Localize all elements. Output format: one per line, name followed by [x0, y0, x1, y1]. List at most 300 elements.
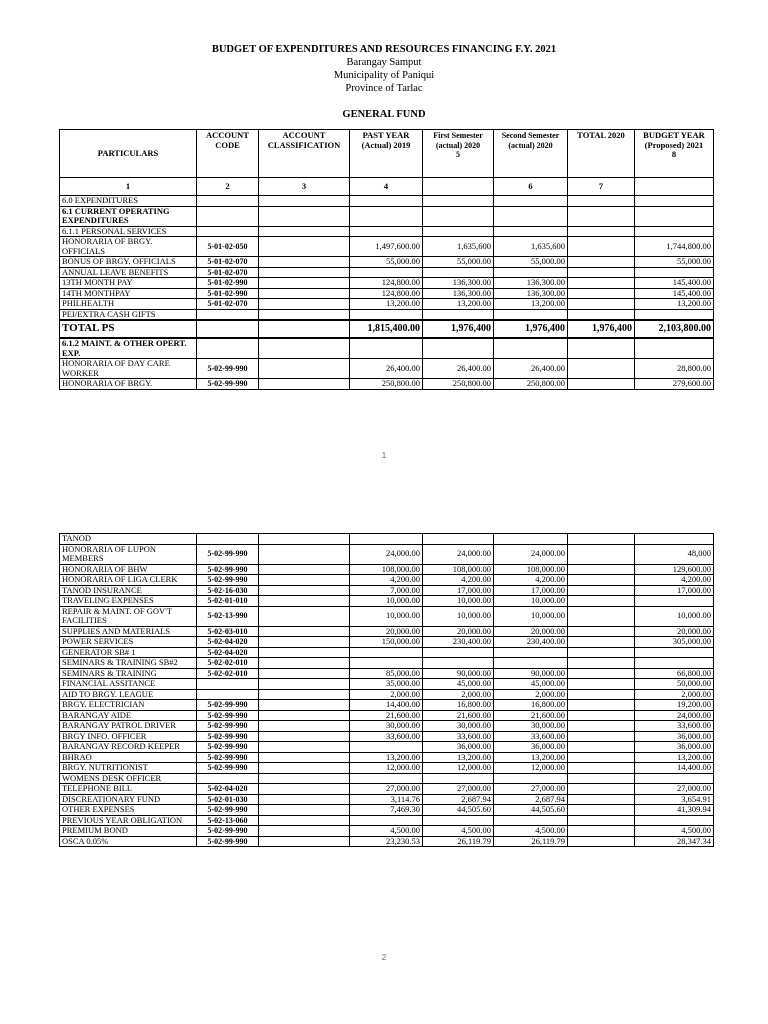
budget-year-cell: 48,000 [635, 544, 714, 564]
total-2020-cell [568, 226, 635, 237]
document-page-2 [0, 495, 768, 1024]
past-year-cell: 27,000.00 [350, 784, 423, 795]
second-semester-cell: 4,200.00 [494, 575, 568, 586]
document-header [0, 43, 768, 121]
province-name: Province of Tarlac [345, 83, 423, 94]
budget-year-cell [635, 196, 714, 207]
table-row [60, 637, 714, 648]
total-2020-cell [568, 679, 635, 690]
first-semester-cell: 55,000.00 [423, 257, 494, 268]
account-code-cell: 5-02-03-010 [197, 626, 259, 637]
first-semester-cell: 136,300.00 [423, 288, 494, 299]
column-header-row [60, 130, 714, 178]
table-row [60, 379, 714, 390]
second-semester-cell: 24,000.00 [494, 544, 568, 564]
account-code-cell: 5-02-02-010 [197, 658, 259, 669]
particulars-cell: BRGY. NUTRITIONIST [60, 763, 197, 774]
first-semester-cell: 33,600.00 [423, 731, 494, 742]
past-year-cell [350, 196, 423, 207]
account-classification-cell [259, 784, 350, 795]
budget-year-cell: 28,800.00 [635, 359, 714, 379]
total-2020-cell: 1,976,400 [568, 321, 635, 338]
particulars-cell: BRGY INFO. OFFICER [60, 731, 197, 742]
account-classification-cell [259, 647, 350, 658]
account-classification-cell [259, 237, 350, 257]
account-classification-cell [259, 257, 350, 268]
second-semester-cell [494, 647, 568, 658]
second-semester-cell [494, 815, 568, 826]
table-row [60, 710, 714, 721]
barangay-name: Barangay Samput [346, 57, 422, 68]
second-semester-cell: 20,000.00 [494, 626, 568, 637]
total-2020-cell [568, 267, 635, 278]
table-row [60, 826, 714, 837]
table-row [60, 784, 714, 795]
table-row [60, 288, 714, 299]
table-row [60, 309, 714, 320]
table-row [60, 196, 714, 207]
table-row [60, 658, 714, 669]
budget-year-cell: 145,400.00 [635, 278, 714, 289]
particulars-cell: DISCREATIONARY FUND [60, 794, 197, 805]
table-row [60, 339, 714, 359]
account-classification-cell [259, 815, 350, 826]
account-classification-cell [259, 564, 350, 575]
first-semester-cell: 24,000.00 [423, 544, 494, 564]
table-row [60, 267, 714, 278]
budget-rows-page-2 [60, 534, 714, 847]
total-2020-cell [568, 784, 635, 795]
second-semester-cell [494, 206, 568, 226]
total-2020-cell [568, 763, 635, 774]
total-2020-cell [568, 564, 635, 575]
col-number: 2 [197, 178, 259, 196]
table-row [60, 668, 714, 679]
particulars-cell: TRAVELING EXPENSES [60, 596, 197, 607]
total-2020-cell [568, 585, 635, 596]
total-2020-cell [568, 794, 635, 805]
account-code-cell: 5-01-02-070 [197, 257, 259, 268]
col-header-budget-year-number: 8 [671, 149, 677, 159]
table-row [60, 805, 714, 816]
account-classification-cell [259, 596, 350, 607]
first-semester-cell [423, 309, 494, 320]
account-code-cell [197, 226, 259, 237]
account-classification-cell [259, 339, 350, 359]
table-row [60, 689, 714, 700]
past-year-cell: 21,600.00 [350, 710, 423, 721]
account-code-cell: 5-02-02-010 [197, 668, 259, 679]
past-year-cell: 2,000.00 [350, 689, 423, 700]
first-semester-cell: 13,200.00 [423, 752, 494, 763]
total-2020-cell [568, 606, 635, 626]
particulars-cell: PHILHEALTH [60, 299, 197, 310]
col-number [423, 178, 494, 196]
past-year-cell [350, 267, 423, 278]
second-semester-cell: 26,400.00 [494, 359, 568, 379]
second-semester-cell: 1,976,400 [494, 321, 568, 338]
account-classification-cell [259, 700, 350, 711]
account-code-cell: 5-01-02-990 [197, 288, 259, 299]
account-code-cell [197, 339, 259, 359]
col-number: 4 [350, 178, 423, 196]
particulars-cell: PREMIUM BOND [60, 826, 197, 837]
particulars-cell: BHRAO [60, 752, 197, 763]
table-row [60, 721, 714, 732]
table-row [60, 700, 714, 711]
first-semester-cell: 36,000.00 [423, 742, 494, 753]
past-year-cell: 33,600.00 [350, 731, 423, 742]
first-semester-cell: 45,000.00 [423, 679, 494, 690]
second-semester-cell: 90,000.00 [494, 668, 568, 679]
first-semester-cell: 26,119.79 [423, 836, 494, 847]
second-semester-cell: 21,600.00 [494, 710, 568, 721]
col-header-total-2020: TOTAL 2020 [568, 130, 635, 178]
past-year-cell: 3,114.76 [350, 794, 423, 805]
particulars-cell: POWER SERVICES [60, 637, 197, 648]
total-2020-cell [568, 237, 635, 257]
total-2020-cell [568, 668, 635, 679]
account-classification-cell [259, 773, 350, 784]
budget-year-cell: 24,000.00 [635, 710, 714, 721]
past-year-cell: 7,469.30 [350, 805, 423, 816]
account-classification-cell [259, 585, 350, 596]
second-semester-cell: 136,300.00 [494, 278, 568, 289]
second-semester-cell: 44,505.60 [494, 805, 568, 816]
past-year-cell [350, 309, 423, 320]
first-semester-cell: 27,000.00 [423, 784, 494, 795]
second-semester-cell: 4,500.00 [494, 826, 568, 837]
first-semester-cell: 20,000.00 [423, 626, 494, 637]
account-code-cell: 5-02-04-020 [197, 784, 259, 795]
account-classification-cell [259, 359, 350, 379]
budget-year-cell [635, 773, 714, 784]
particulars-cell: BARANGAY AIDE [60, 710, 197, 721]
col-header-first-semester [423, 130, 494, 178]
past-year-cell: 23,230.53 [350, 836, 423, 847]
total-2020-cell [568, 773, 635, 784]
account-code-cell: 5-02-01-010 [197, 596, 259, 607]
account-classification-cell [259, 626, 350, 637]
account-classification-cell [259, 668, 350, 679]
past-year-cell: 150,000.00 [350, 637, 423, 648]
account-code-cell: 5-02-99-990 [197, 710, 259, 721]
particulars-cell: SEMINARS & TRAINING [60, 668, 197, 679]
account-code-cell: 5-02-99-990 [197, 826, 259, 837]
second-semester-cell: 10,000.00 [494, 606, 568, 626]
particulars-cell: BRGY. ELECTRICIAN [60, 700, 197, 711]
past-year-cell: 14,400.00 [350, 700, 423, 711]
first-semester-cell [423, 196, 494, 207]
second-semester-cell [494, 658, 568, 669]
table-row [60, 742, 714, 753]
account-code-cell: 5-02-99-990 [197, 379, 259, 390]
budget-year-cell: 2,103,800.00 [635, 321, 714, 338]
particulars-cell: ANNUAL LEAVE BENEFITS [60, 267, 197, 278]
account-classification-cell [259, 742, 350, 753]
particulars-cell: SEMINARS & TRAINING SB#2 [60, 658, 197, 669]
first-semester-cell [423, 534, 494, 545]
past-year-cell: 4,500.00 [350, 826, 423, 837]
total-2020-cell [568, 534, 635, 545]
budget-year-cell: 1,744,800.00 [635, 237, 714, 257]
page-number: 2 [381, 953, 387, 962]
total-2020-cell [568, 575, 635, 586]
account-code-cell [197, 309, 259, 320]
budget-year-cell [635, 815, 714, 826]
account-code-cell: 5-02-99-990 [197, 805, 259, 816]
total-2020-cell [568, 288, 635, 299]
budget-year-cell [635, 658, 714, 669]
total-2020-cell [568, 826, 635, 837]
table-row [60, 575, 714, 586]
first-semester-cell: 250,800.00 [423, 379, 494, 390]
second-semester-cell: 13,200.00 [494, 752, 568, 763]
particulars-cell: 14TH MONTHPAY [60, 288, 197, 299]
first-semester-cell: 10,000.00 [423, 596, 494, 607]
table-row [60, 596, 714, 607]
particulars-cell: 6.1.2 MAINT. & OTHER OPERT. EXP. [60, 339, 197, 359]
past-year-cell: 7,000.00 [350, 585, 423, 596]
table-row [60, 752, 714, 763]
first-semester-cell: 136,300.00 [423, 278, 494, 289]
page-number: 1 [381, 451, 387, 460]
particulars-cell: HONORARIA OF DAY CARE WORKER [60, 359, 197, 379]
second-semester-cell: 1,635,600 [494, 237, 568, 257]
budget-table-page-1 [59, 129, 714, 390]
total-2020-cell [568, 689, 635, 700]
past-year-cell: 124,800.00 [350, 278, 423, 289]
past-year-cell [350, 226, 423, 237]
past-year-cell: 30,000.00 [350, 721, 423, 732]
past-year-cell: 10,000.00 [350, 606, 423, 626]
total-2020-cell [568, 196, 635, 207]
particulars-cell: GENERATOR SB# 1 [60, 647, 197, 658]
total-row [60, 321, 714, 338]
second-semester-cell: 136,300.00 [494, 288, 568, 299]
total-2020-cell [568, 710, 635, 721]
account-code-cell: 5-01-02-070 [197, 299, 259, 310]
second-semester-cell [494, 196, 568, 207]
second-semester-cell [494, 226, 568, 237]
particulars-cell: TANOD [60, 534, 197, 545]
account-code-cell [197, 196, 259, 207]
account-code-cell: 5-02-13-990 [197, 606, 259, 626]
account-classification-cell [259, 309, 350, 320]
first-semester-cell: 1,635,600 [423, 237, 494, 257]
table-row [60, 278, 714, 289]
col-number: 6 [494, 178, 568, 196]
account-classification-cell [259, 763, 350, 774]
first-semester-cell: 1,976,400 [423, 321, 494, 338]
account-classification-cell [259, 689, 350, 700]
account-classification-cell [259, 299, 350, 310]
document-page-1 [0, 0, 768, 480]
account-code-cell: 5-02-99-990 [197, 752, 259, 763]
second-semester-cell: 36,000.00 [494, 742, 568, 753]
second-semester-cell [494, 309, 568, 320]
budget-year-cell: 50,000.00 [635, 679, 714, 690]
budget-rows-page-1 [60, 196, 714, 390]
particulars-cell: FINANCIAL ASSITANCE [60, 679, 197, 690]
table-row [60, 794, 714, 805]
table-row [60, 237, 714, 257]
first-semester-cell: 13,200.00 [423, 299, 494, 310]
document-title: BUDGET OF EXPENDITURES AND RESOURCES FINANCING F.Y. 2021 [211, 44, 557, 55]
second-semester-cell: 2,687.94 [494, 794, 568, 805]
account-code-cell: 5-02-99-990 [197, 763, 259, 774]
total-2020-cell [568, 647, 635, 658]
account-classification-cell [259, 710, 350, 721]
particulars-cell: 6.1.1 PERSONAL SERVICES [60, 226, 197, 237]
budget-year-cell: 13,200.00 [635, 752, 714, 763]
account-classification-cell [259, 752, 350, 763]
account-classification-cell [259, 637, 350, 648]
account-code-cell: 5-02-16-030 [197, 585, 259, 596]
budget-year-cell: 305,000.00 [635, 637, 714, 648]
account-code-cell: 5-02-01-030 [197, 794, 259, 805]
account-classification-cell [259, 267, 350, 278]
particulars-cell: HONORARIA OF BRGY. OFFICIALS [60, 237, 197, 257]
past-year-cell: 13,200.00 [350, 752, 423, 763]
budget-year-cell: 13,200.00 [635, 299, 714, 310]
budget-year-cell [635, 309, 714, 320]
second-semester-cell: 250,800.00 [494, 379, 568, 390]
account-code-cell: 5-02-04-020 [197, 637, 259, 648]
total-2020-cell [568, 805, 635, 816]
account-code-cell [197, 321, 259, 338]
budget-year-cell: 2,000.00 [635, 689, 714, 700]
account-code-cell: 5-02-99-990 [197, 544, 259, 564]
total-2020-cell [568, 721, 635, 732]
account-classification-cell [259, 226, 350, 237]
account-classification-cell [259, 534, 350, 545]
account-code-cell [197, 206, 259, 226]
budget-year-cell: 19,200.00 [635, 700, 714, 711]
budget-year-cell [635, 534, 714, 545]
total-2020-cell [568, 731, 635, 742]
account-code-cell [197, 534, 259, 545]
account-code-cell: 5-02-99-990 [197, 575, 259, 586]
account-code-cell: 5-02-99-990 [197, 721, 259, 732]
account-code-cell [197, 773, 259, 784]
past-year-cell: 108,000.00 [350, 564, 423, 575]
account-classification-cell [259, 544, 350, 564]
second-semester-cell: 55,000.00 [494, 257, 568, 268]
budget-year-cell: 33,600.00 [635, 721, 714, 732]
budget-year-cell: 28,347.34 [635, 836, 714, 847]
first-semester-cell: 2,000.00 [423, 689, 494, 700]
particulars-cell: AID TO BRGY. LEAGUE [60, 689, 197, 700]
first-semester-cell: 26,400.00 [423, 359, 494, 379]
second-semester-cell: 12,000.00 [494, 763, 568, 774]
col-number: 3 [259, 178, 350, 196]
total-2020-cell [568, 206, 635, 226]
account-classification-cell [259, 731, 350, 742]
account-classification-cell [259, 278, 350, 289]
col-header-first-semester-number: 5 [456, 150, 460, 159]
particulars-cell: HONORARIA OF LUPON MEMBERS [60, 544, 197, 564]
second-semester-cell: 45,000.00 [494, 679, 568, 690]
account-code-cell: 5-02-04-020 [197, 647, 259, 658]
total-2020-cell [568, 626, 635, 637]
table-row [60, 763, 714, 774]
particulars-cell: HONORARIA OF BRGY. [60, 379, 197, 390]
budget-year-cell: 36,000.00 [635, 742, 714, 753]
account-code-cell [197, 679, 259, 690]
total-2020-cell [568, 836, 635, 847]
col-header-account-classification: ACCOUNT CLASSIFICATION [259, 130, 350, 178]
budget-year-cell [635, 647, 714, 658]
past-year-cell: 12,000.00 [350, 763, 423, 774]
past-year-cell [350, 773, 423, 784]
account-classification-cell [259, 575, 350, 586]
first-semester-cell: 4,500.00 [423, 826, 494, 837]
table-row [60, 226, 714, 237]
account-code-cell [197, 689, 259, 700]
first-semester-cell: 17,000.00 [423, 585, 494, 596]
past-year-cell [350, 339, 423, 359]
first-semester-cell [423, 206, 494, 226]
past-year-cell: 4,200.00 [350, 575, 423, 586]
account-code-cell: 5-02-99-990 [197, 742, 259, 753]
account-classification-cell [259, 379, 350, 390]
second-semester-cell: 16,800.00 [494, 700, 568, 711]
first-semester-cell [423, 267, 494, 278]
table-row [60, 815, 714, 826]
account-classification-cell [259, 721, 350, 732]
past-year-cell: 13,200.00 [350, 299, 423, 310]
col-header-account-code: ACCOUNT CODE [197, 130, 259, 178]
budget-year-cell: 27,000.00 [635, 784, 714, 795]
particulars-cell: HONORARIA OF BHW [60, 564, 197, 575]
past-year-cell [350, 534, 423, 545]
particulars-cell: PEI/EXTRA CASH GIFTS [60, 309, 197, 320]
budget-year-cell: 66,800.00 [635, 668, 714, 679]
account-classification-cell [259, 679, 350, 690]
first-semester-cell: 90,000.00 [423, 668, 494, 679]
total-2020-cell [568, 309, 635, 320]
table-row [60, 544, 714, 564]
total-2020-cell [568, 379, 635, 390]
account-code-cell: 5-02-13-060 [197, 815, 259, 826]
budget-year-cell: 145,400.00 [635, 288, 714, 299]
col-number: 7 [568, 178, 635, 196]
budget-year-cell [635, 596, 714, 607]
column-number-row [60, 178, 714, 196]
table-row [60, 585, 714, 596]
total-2020-cell [568, 359, 635, 379]
second-semester-cell: 30,000.00 [494, 721, 568, 732]
account-code-cell: 5-02-99-990 [197, 700, 259, 711]
total-2020-cell [568, 278, 635, 289]
past-year-cell: 1,815,400.00 [350, 321, 423, 338]
account-code-cell: 5-01-02-990 [197, 278, 259, 289]
total-2020-cell [568, 815, 635, 826]
past-year-cell: 250,800.00 [350, 379, 423, 390]
second-semester-cell: 108,000.00 [494, 564, 568, 575]
particulars-cell: BONUS OF BRGY. OFFICIALS [60, 257, 197, 268]
budget-year-cell: 41,309.94 [635, 805, 714, 816]
account-classification-cell [259, 794, 350, 805]
particulars-cell: 6.1 CURRENT OPERATING EXPENDITURES [60, 206, 197, 226]
past-year-cell: 26,400.00 [350, 359, 423, 379]
past-year-cell: 124,800.00 [350, 288, 423, 299]
particulars-cell: 13TH MONTH PAY [60, 278, 197, 289]
account-classification-cell [259, 288, 350, 299]
budget-year-cell [635, 267, 714, 278]
budget-year-cell: 3,654.91 [635, 794, 714, 805]
